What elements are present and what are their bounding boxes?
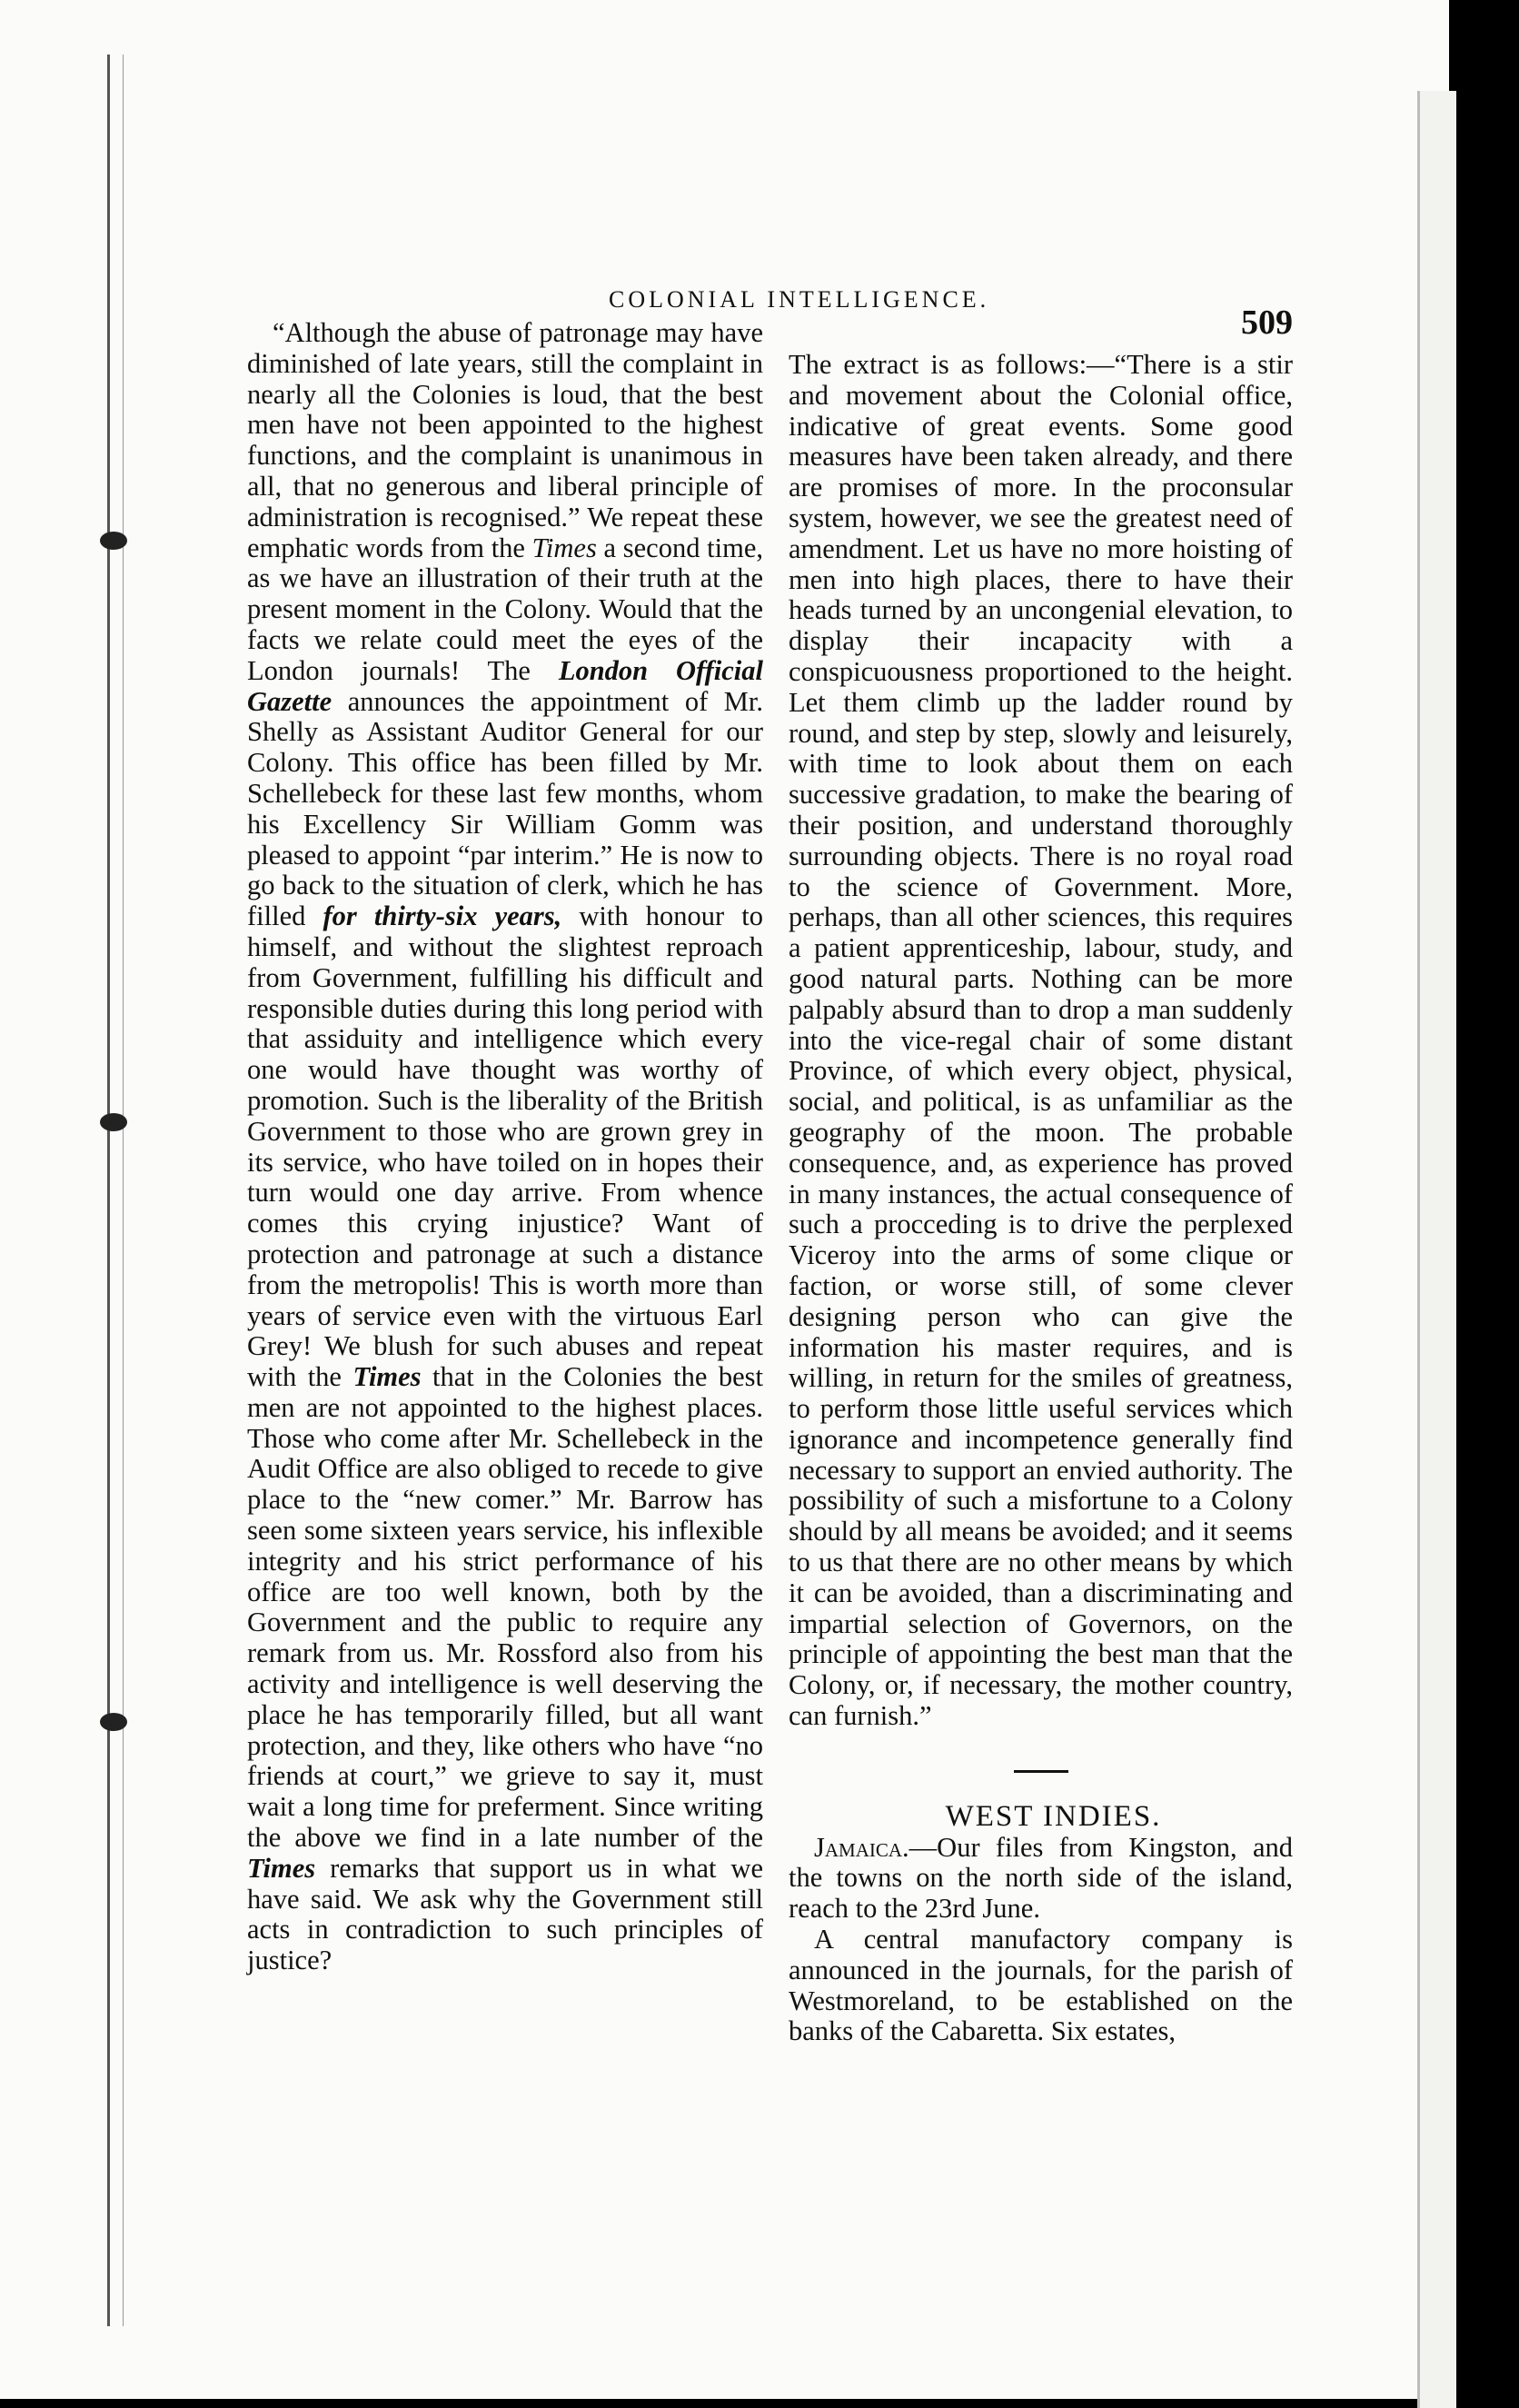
italic-times: Times xyxy=(531,532,597,563)
manufactory-paragraph: A central manufactory company is announced in the journals, for the parish of Westmoreland, to be established on the banks of the Cabaretta. Six estates, xyxy=(789,1924,1293,2047)
italic-gazette: London Official Gazette xyxy=(247,654,763,717)
italic-times: Times xyxy=(352,1361,422,1393)
right-column xyxy=(789,350,1293,2047)
text-run: with honour to himself, and without the slightest reproach from Government, fulfilling his difficult and responsible duties during this long period with that assiduity and intelligence which every one would have thought was worthy of promotion. Such is the liberality of the British Government to those who are grown grey in its service, who have toiled on in hopes their turn would one day arrive. From whence comes this crying injustice? Want of protection and patronage at such a distance from the metropolis! This is worth more than years of service even with the virtuous Earl Grey! We blush for such abuses and repeat with the xyxy=(247,901,763,1393)
left-paragraph xyxy=(247,318,763,1976)
text-run: remarks that support us in what we have said. We ask why the Government still acts in contradiction to such principles of justice? xyxy=(247,1852,763,1976)
page-edge xyxy=(1417,91,1456,2408)
left-column xyxy=(247,318,763,1976)
running-head: COLONIAL INTELLIGENCE. xyxy=(609,286,990,313)
page-number: 509 xyxy=(1241,303,1293,342)
extract-paragraph: The extract is as follows:—“There is a stir and movement about the Colonial office, indicative of great events. Some good measures have been taken already, and there are promises of more. In the proconsular system, however, we see the greatest need of amendment. Let us have no more hoisting of men into high places, there to have their heads turned by an uncongenial elevation, to display their incapacity with a conspicuousness proportioned to the height. Let them climb up the ladder round by round, and step by step, slowly and leisurely, with time to look about them on each successive gradation, to make the bearing of their position, and understand thoroughly surrounding objects. There is no royal road to the science of Government. More, perhaps, than all other sciences, this requires a patient apprenticeship, labour, study, and good natural parts. Nothing can be more palpably absurd than to drop a man suddenly into the vice-regal chair of some distant Province, of which every object, physical, social, and political, is as unfamiliar as the geography of the moon. The probable consequence, and, as experience has proved in many instances, the actual consequence of such a procceding is to drive the perplexed Viceroy into the arms of some clique or faction, or worse still, of some clever designing person who can give the information his master requires, and is willing, in return for the smiles of greatness, to perform those little useful services which ignorance and incompetence generally find necessary to support an envied authority. The possibility of such a misfortune to a Colony should by all means be avoided; and it seems to us that there are no other means by which it can be avoided, than a discriminating and impartial selection of Governors, on the principle of appointing the best man that the Colony, or, if necessary, the mother country, can furnish.” xyxy=(789,349,1293,1732)
text-run: that in the Colonies the best men are not appointed to the highest places. Those who come after Mr. Schellebeck in the Audit Office are also obliged to recede to give place to the “new comer.” Mr. Barrow has seen some sixteen years service, his inflexible integrity and his strict performance of his office are too well known, both by the Government and the public to require any remark from us. Mr. Rossford also from his activity and intelligence is well deserving the place he has temporarily filled, but all want protection, and they, like others who have “no friends at court,” we grieve to say it, must wait a long time for preferment. Since writing the above we find in a late number of the xyxy=(247,1361,763,1854)
section-divider xyxy=(1014,1770,1068,1773)
jamaica-paragraph xyxy=(789,1833,1293,1925)
place-label: Jamaica xyxy=(814,1831,903,1863)
text-run: announces the appointment of Mr. Shelly as Assistant Auditor General for our Colony. This office has been filled by Mr. Schellebeck for these last few months, whom his Excellency Sir William Gomm was pleased to appoint “par interim.” He is now to go back to the situation of clerk, which he has filled xyxy=(247,685,763,932)
text-run: .—Our files from Kingston, and the towns on the north side of the island, reach to the 23rd June. xyxy=(789,1831,1293,1925)
text-run: a second time, as we have an illustration of their truth at the present moment in the Colony. Would that the facts we relate could meet the eyes of the London journals! The xyxy=(247,532,763,686)
section-title: WEST INDIES. xyxy=(945,1799,1162,1833)
binding-gutter xyxy=(107,55,124,2326)
binding-stitch xyxy=(100,1713,127,1731)
binding-stitch xyxy=(100,532,127,550)
italic-thirty-six: for thirty-six years, xyxy=(323,901,562,932)
binding-stitch xyxy=(100,1113,127,1131)
italic-times: Times xyxy=(247,1852,316,1884)
text-run: “Although the abuse of patronage may have diminished of late years, still the complaint in nearly all the Colonies is loud, that the best men have not been appointed to the highest functions, and the complaint is unanimous in all, that no generous and liberal principle of administration is recognised.” We repeat these emphatic words from the xyxy=(247,317,763,563)
